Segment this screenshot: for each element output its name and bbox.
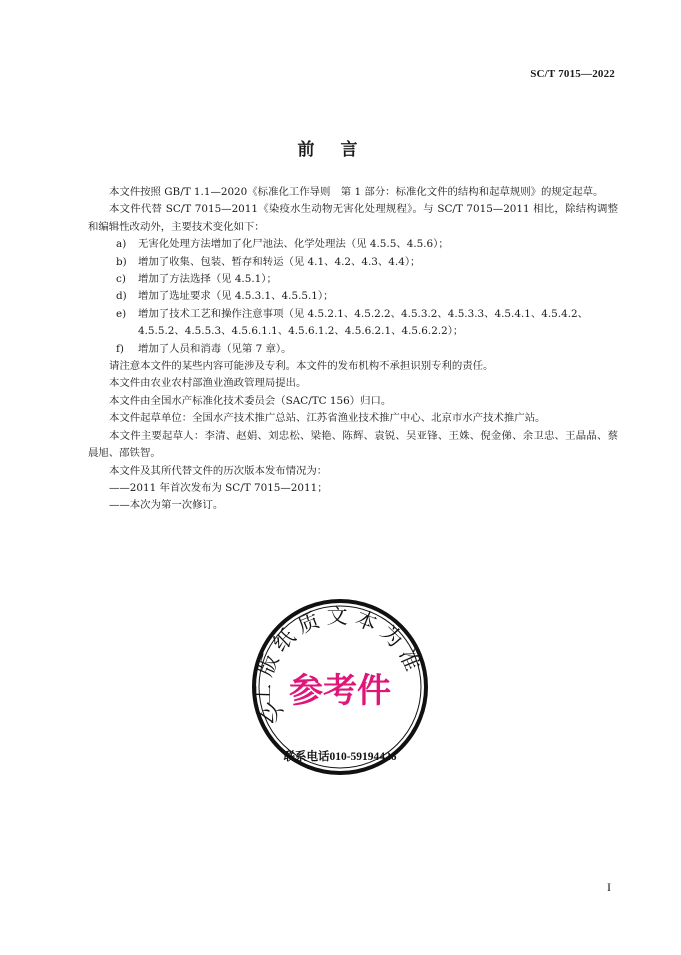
list-marker: a) [116,238,127,251]
stamp-phone: 联系电话010-59194426 [283,751,397,763]
list-item [88,306,618,341]
page-title: 前言 [297,140,384,160]
foreword-body [88,184,618,515]
list-text: 增加了选址要求（见 4.5.3.1、4.5.5.1）； [138,290,334,303]
page-number: I [607,880,611,894]
list-item [88,271,618,288]
drafters: 本文件主要起草人：李清、赵娟、刘忠松、梁艳、陈辉、袁锐、吴亚锋、王姝、倪金俤、余卫忠、王晶晶、蔡晨旭、邵铁智。 [88,429,618,460]
centralized-by: 本文件由全国水产标准化技术委员会（SAC/TC 156）归口。 [109,394,392,407]
list-text: 增加了方法选择（见 4.5.1）； [138,273,277,286]
stamp-arc-left-char: 以 [255,698,288,730]
history-intro: 本文件及其所代替文件的历次版本发布情况为： [109,464,328,477]
list-marker: d) [116,290,127,303]
list-text: 增加了收集、包装、暂存和转运（见 4.1、4.2、4.3、4.4）； [138,255,421,268]
list-item [88,236,618,253]
paragraph-replaces: 本文件代替 SC/T 7015—2011《染疫水生动物无害化处理规程》。与 SC/T 7015—2011 相比，除结构调整和编辑性改动外，主要技术变化如下： [88,203,618,233]
list-marker: c) [116,273,126,286]
list-marker: e) [116,307,127,320]
list-text: 无害化处理方法增加了化尸池法、化学处理法（见 4.5.5、4.5.6）； [138,238,449,251]
stamp-arc-text: 工版纸质文本为准 [250,604,428,706]
proposed-by: 本文件由农业农村部渔业渔政管理局提出。 [109,377,307,390]
changes-list [88,236,618,358]
paragraph-drafting-rules: 本文件按照 GB/T 1.1—2020《标准化工作导则 第 1 部分：标准化文件的结构和起草规则》的规定起草。 [109,186,604,198]
doc-code: SC/T 7015—2022 [530,68,615,80]
list-marker: b) [116,255,127,268]
list-item [88,341,618,358]
reference-copy-stamp [250,590,430,785]
list-text: 增加了技术工艺和操作注意事项（见 4.5.2.1、4.5.2.2、4.5.3.2、4.5.3.3、4.5.4.1、4.5.4.2、4.5.5.2、4.5.5.3、4.5.6.1.1、4.5.6.1.2、4.5.6.2.1、4.5.6.2.2）； [138,307,589,338]
list-marker: f) [116,342,124,355]
list-text: 增加了人员和消毒（见第 7 章）。 [138,342,292,355]
drafting-units: 本文件起草单位：全国水产技术推广总站、江苏省渔业技术推广中心、北京市水产技术推广站。 [109,412,546,425]
patent-notice: 请注意本文件的某些内容可能涉及专利。本文件的发布机构不承担识别专利的责任。 [109,360,494,373]
list-item [88,254,618,271]
list-item [88,288,618,305]
history-item: ——2011 年首次发布为 SC/T 7015—2011； [109,481,328,494]
history-item: ——本次为第一次修订。 [109,499,224,512]
stamp-center-text: 参考件 [289,671,391,711]
